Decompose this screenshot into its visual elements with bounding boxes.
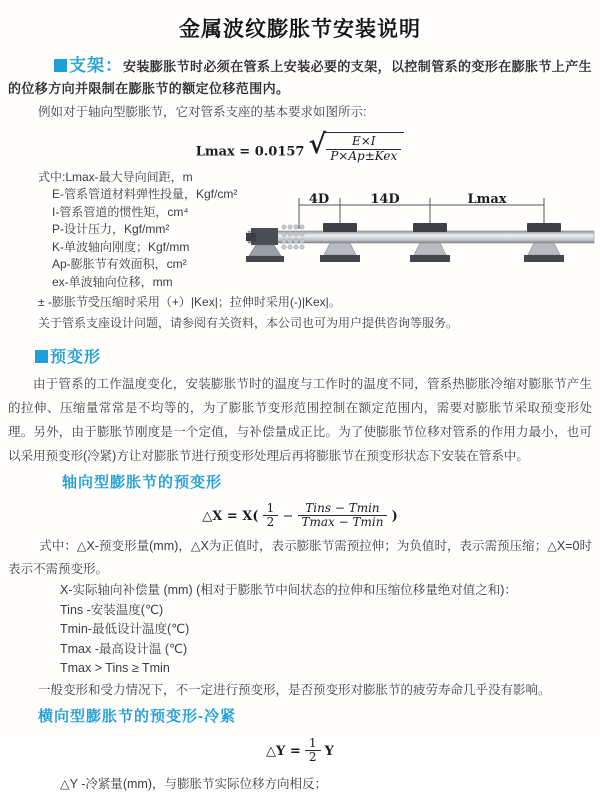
axial-line: Tmax -最高设计温 (℃) [60,641,188,656]
blue-square-bullet-icon [35,350,48,363]
dim-label-14d: 14D [370,191,400,207]
axial-line: Tmin-最低设计温度(℃) [60,622,190,637]
dim-label-lmax: Lmax [467,191,507,207]
definition-item: K-单波轴向刚度；Kgf/mm [52,239,190,254]
temperature-numerator: Tins − Tmin [298,502,388,517]
axial-remark: 一般变形和受力情况下，不一定进行预变形，是否预变形对膨胀节的疲劳寿命几乎没有影响。 [38,682,551,697]
lmax-fraction-numerator: E×I [326,135,401,150]
definition-item: E-管系管道材料弹性投量，Kgf/cm² [52,187,238,202]
minus-sign: − [282,508,294,524]
lmax-fraction [326,135,401,164]
where-label: 式中:Lmax-最大导向间距，m [38,169,193,184]
definition-item: ex-单波轴向位移，mm [52,274,173,289]
delta-x-lhs: △X = X( [202,508,259,524]
one-half-fraction [263,502,279,531]
sqrt-radicand [323,132,404,164]
preform-heading-text: 预变形 [50,348,102,366]
delta-x-close-paren: ) [391,508,398,524]
delta-y-formula [0,737,600,766]
definition-item: P-设计压力，Kgf/mm² [52,222,170,237]
lateral-heading: 横向型膨胀节的预变形-冷紧 [38,707,236,725]
support-heading: 支架： [69,56,123,75]
axial-heading: 轴向型膨胀节的预变形 [62,473,223,491]
support-paragraph [8,55,592,100]
delta-y-rhs: Y [324,743,334,759]
preform-paragraph: 由于管系的工作温度变化，安装膨胀节时的温度与工作时的温度不同，管系热膨胀冷缩对膨胀节产生的拉伸、压缩量常常是不均等的，为了膨胀节变形范围控制在额定范围内，需要对膨胀节采取预变形处理。另外，由于膨胀节刚度是一个定值，与补偿量成正比。为了使膨胀节位移对管系的作用力最小，也可以采用预变形(冷紧)方让对膨胀节进行预变形处理后再将膨胀节在预变形状态下安装在管系中。 [8,376,592,463]
delta-x-formula [0,502,600,531]
one-half-fraction [305,737,321,766]
consulting-note: 关于管系支座设计问题，请参阅有关资料，本公司也可为用户提供咨询等服务。 [38,316,459,331]
half-denominator: 2 [308,750,317,765]
pipe-support-diagram [242,191,597,290]
delta-y-lhs: △Y = [266,743,301,759]
axial-line: Tmax > Tins ≥ Tmin [60,661,170,676]
sqrt-expression [308,128,404,164]
definition-item: Ap-膨胀节有效面积，cm² [52,257,187,272]
preform-heading [35,344,600,367]
delta-y-note: △Y -冷紧量(mm)，与膨胀节实际位移方向相反； [60,777,328,792]
kex-sign-note: ± -膨胀节受压缩时采用（+）|Kex|；拉伸时采用(-)|Kex|。 [38,294,341,309]
dim-label-4d: 4D [308,191,330,207]
axial-where-paragraph: 式中：△X-预变形量(mm)，△X为正值时，表示膨胀节需预拉伸；为负值时，表示需预压缩；△X=0时表示不需预变形。 [8,539,592,577]
definition-item: I-管系管道的惯性矩，cm⁴ [52,204,189,219]
half-denominator: 2 [266,515,275,530]
lmax-fraction-denominator: P×Ap±Kex [330,148,398,163]
half-numerator: 1 [263,502,279,517]
blue-square-bullet-icon [54,59,67,72]
support-intro-text: 安装膨胀节时必须在管系上安装必要的支架，以控制管系的变形在膨胀节上产生的位移方向并限制在膨胀节的额定位移范围内。 [8,59,593,96]
sqrt-radical-icon: √ [308,128,327,160]
support-example-line: 例如对于轴向型膨胀节，它对管系支座的基本要求如图所示: [38,105,367,119]
definitions-and-diagram [0,169,600,292]
axial-line: Tins -安装温度(℃) [60,602,164,617]
page-title: 金属波纹膨胀节安装说明 [179,18,421,41]
half-numerator: 1 [305,737,321,752]
axial-line: X-实际轴向补偿量 (mm) (相对于膨胀节中间状态的拉伸和压缩位移量绝对值之和)： [60,583,517,598]
temperature-denominator: Tmax − Tmin [301,515,384,530]
temperature-fraction [298,502,388,531]
lmax-formula [0,128,600,164]
lmax-formula-lhs: Lmax = 0.0157 [195,144,305,160]
